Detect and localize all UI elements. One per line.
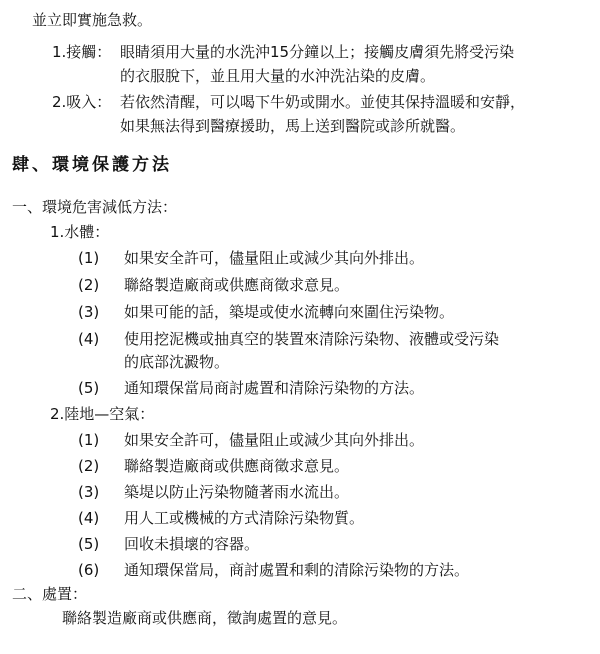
first-aid-item-text: 如果無法得到醫療援助，馬上送到醫院或診所就醫。 [120, 117, 466, 135]
list-item [78, 534, 259, 554]
list-item-continuation: 的底部沈澱物。 [124, 353, 230, 371]
list-item-number: (1) [78, 431, 100, 449]
list-item-number: (5) [78, 379, 100, 397]
list-item [78, 378, 424, 398]
list-item [78, 302, 454, 322]
list-item-text: 通知環保當局，商討處置和剩的清除污染物的方法。 [124, 561, 470, 579]
first-aid-item-label: 1.接觸： [52, 43, 112, 61]
list-item [78, 329, 499, 349]
list-item-text: 築堤以防止污染物隨著雨水流出。 [124, 483, 350, 501]
first-aid-item-text: 若依然清醒，可以喝下牛奶或開水。並使其保持溫暖和安靜， [120, 93, 526, 111]
list-item-text: 回收未損壞的容器。 [124, 535, 260, 553]
list-item [78, 248, 424, 268]
list-item-number: (3) [78, 483, 100, 501]
subsection-heading: 一、環境危害減低方法： [12, 198, 178, 216]
list-item-text: 聯絡製造廠商或供應商徵求意見。 [124, 276, 350, 294]
list-item [78, 482, 349, 502]
list-item-number: (6) [78, 561, 100, 579]
list-item-text: 通知環保當局商討處置和清除污染物的方法。 [124, 379, 425, 397]
first-aid-item-text: 眼睛須用大量的水洗沖15分鐘以上；接觸皮膚須先將受污染 [120, 43, 515, 61]
intro-line: 並立即實施急救。 [32, 11, 153, 29]
list-item-number: (2) [78, 457, 100, 475]
list-item-number: (5) [78, 535, 100, 553]
list-item [78, 508, 364, 528]
list-item [78, 456, 349, 476]
list-item-number: (2) [78, 276, 100, 294]
list-item-text: 如果可能的話，築堤或使水流轉向來圍住污染物。 [124, 303, 455, 321]
list-item-text: 如果安全許可，儘量阻止或減少其向外排出。 [124, 249, 425, 267]
list-item-text: 用人工或機械的方式清除污染物質。 [124, 509, 365, 527]
list-item-text: 如果安全許可，儘量阻止或減少其向外排出。 [124, 431, 425, 449]
list-item-number: (4) [78, 509, 100, 527]
list-item-number: (4) [78, 330, 100, 348]
list-item-text: 聯絡製造廠商或供應商徵求意見。 [124, 457, 350, 475]
category-heading-land-air: 2.陸地—空氣： [50, 405, 155, 423]
disposal-text: 聯絡製造廠商或供應商，徵詢處置的意見。 [62, 609, 348, 627]
list-item-text: 使用挖泥機或抽真空的裝置來清除污染物、液體或受污染 [124, 330, 500, 348]
category-heading-water: 1.水體： [50, 223, 110, 241]
list-item [78, 560, 469, 580]
list-item [78, 275, 349, 295]
list-item [78, 430, 424, 450]
list-item-number: (3) [78, 303, 100, 321]
first-aid-item-label: 2.吸入： [52, 93, 112, 111]
list-item-number: (1) [78, 249, 100, 267]
first-aid-item-text: 的衣服脫下，並且用大量的水沖洗沾染的皮膚。 [120, 67, 436, 85]
subsection-heading: 二、處置： [12, 585, 88, 603]
section-heading: 肆、環境保護方法 [12, 155, 172, 175]
